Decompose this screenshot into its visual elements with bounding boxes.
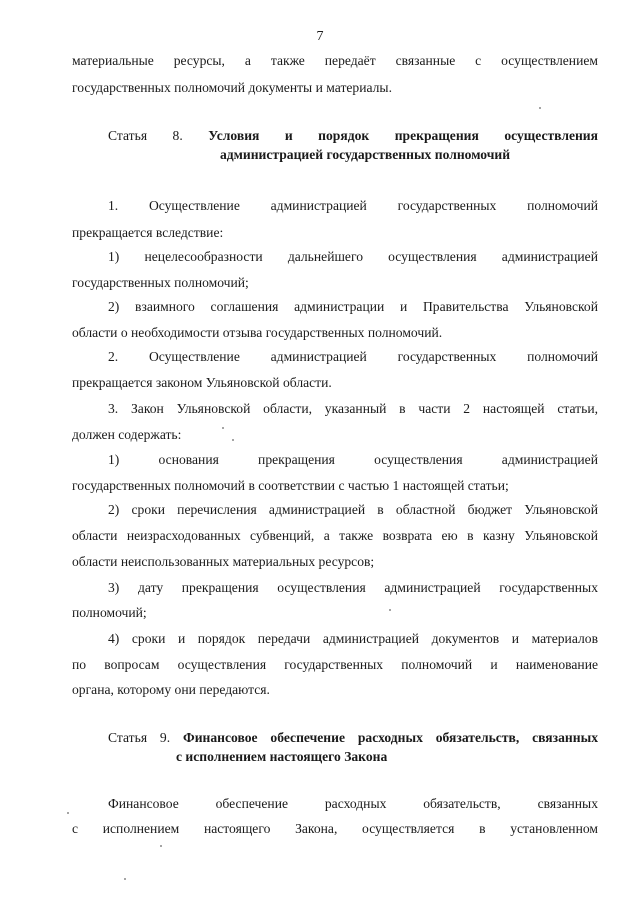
article-8-heading-line-1 <box>108 127 598 145</box>
page-number: 7 <box>316 29 324 44</box>
article-9-heading-line-1 <box>108 729 598 747</box>
paragraph-line: 2. Осуществление администрацией государственных полномочий <box>108 349 598 364</box>
list-item-line: полномочий; <box>72 605 147 620</box>
scan-speck <box>539 107 541 109</box>
scan-speck <box>124 878 126 880</box>
list-item-line: области о необходимости отзыва государственных полномочий. <box>72 325 443 340</box>
paragraph-line: Финансовое обеспечение расходных обязательств, связанных <box>108 796 598 811</box>
list-item-line: по вопросам осуществления государственных полномочий и наименование <box>72 657 598 672</box>
scan-speck <box>389 609 391 611</box>
list-item-line: органа, которому они передаются. <box>72 682 270 697</box>
paragraph-line: с исполнением настоящего Закона, осуществляется в установленном <box>72 821 598 836</box>
list-item-line: 2) сроки перечисления администрацией в областной бюджет Ульяновской <box>108 502 598 517</box>
list-item-line: области неизрасходованных субвенций, а также возврата ею в казну Ульяновской <box>72 528 598 543</box>
scan-speck <box>160 845 162 847</box>
list-item-line: области неиспользованных материальных ресурсов; <box>72 554 375 569</box>
paragraph-line: государственных полномочий документы и материалы. <box>72 80 392 95</box>
list-item-line: 2) взаимного соглашения администрации и Правительства Ульяновской <box>108 299 598 314</box>
list-item-line: 1) нецелесообразности дальнейшего осуществления администрацией <box>108 249 598 264</box>
list-item-line: государственных полномочий; <box>72 275 249 290</box>
article-9-title-line-1: Финансовое обеспечение расходных обязательств, связанных <box>183 730 598 745</box>
paragraph-line: должен содержать: <box>72 427 182 442</box>
scan-speck <box>67 812 69 814</box>
paragraph-line: 1. Осуществление администрацией государственных полномочий <box>108 198 598 213</box>
article-8-label: Статья 8. <box>108 128 183 143</box>
article-8-title-line-1: Условия и порядок прекращения осуществления <box>208 128 598 143</box>
paragraph-line: прекращается вследствие: <box>72 225 224 240</box>
list-item-line: государственных полномочий в соответствии с частью 1 настоящей статьи; <box>72 478 509 493</box>
paragraph-line: 3. Закон Ульяновской области, указанный в части 2 настоящей статьи, <box>108 401 598 416</box>
paragraph-line: материальные ресурсы, а также передаёт связанные с осуществлением <box>72 53 598 68</box>
article-9-title-line-2: с исполнением настоящего Закона <box>176 749 388 764</box>
scan-speck <box>232 439 234 441</box>
paragraph-line: прекращается законом Ульяновской области. <box>72 375 332 390</box>
list-item-line: 3) дату прекращения осуществления администрацией государственных <box>108 580 598 595</box>
list-item-line: 1) основания прекращения осуществления администрацией <box>108 452 598 467</box>
list-item-line: 4) сроки и порядок передачи администрацией документов и материалов <box>108 631 598 646</box>
article-8-title-line-2: администрацией государственных полномочий <box>219 147 511 162</box>
scan-speck <box>222 427 224 429</box>
article-9-label: Статья 9. <box>108 730 171 745</box>
